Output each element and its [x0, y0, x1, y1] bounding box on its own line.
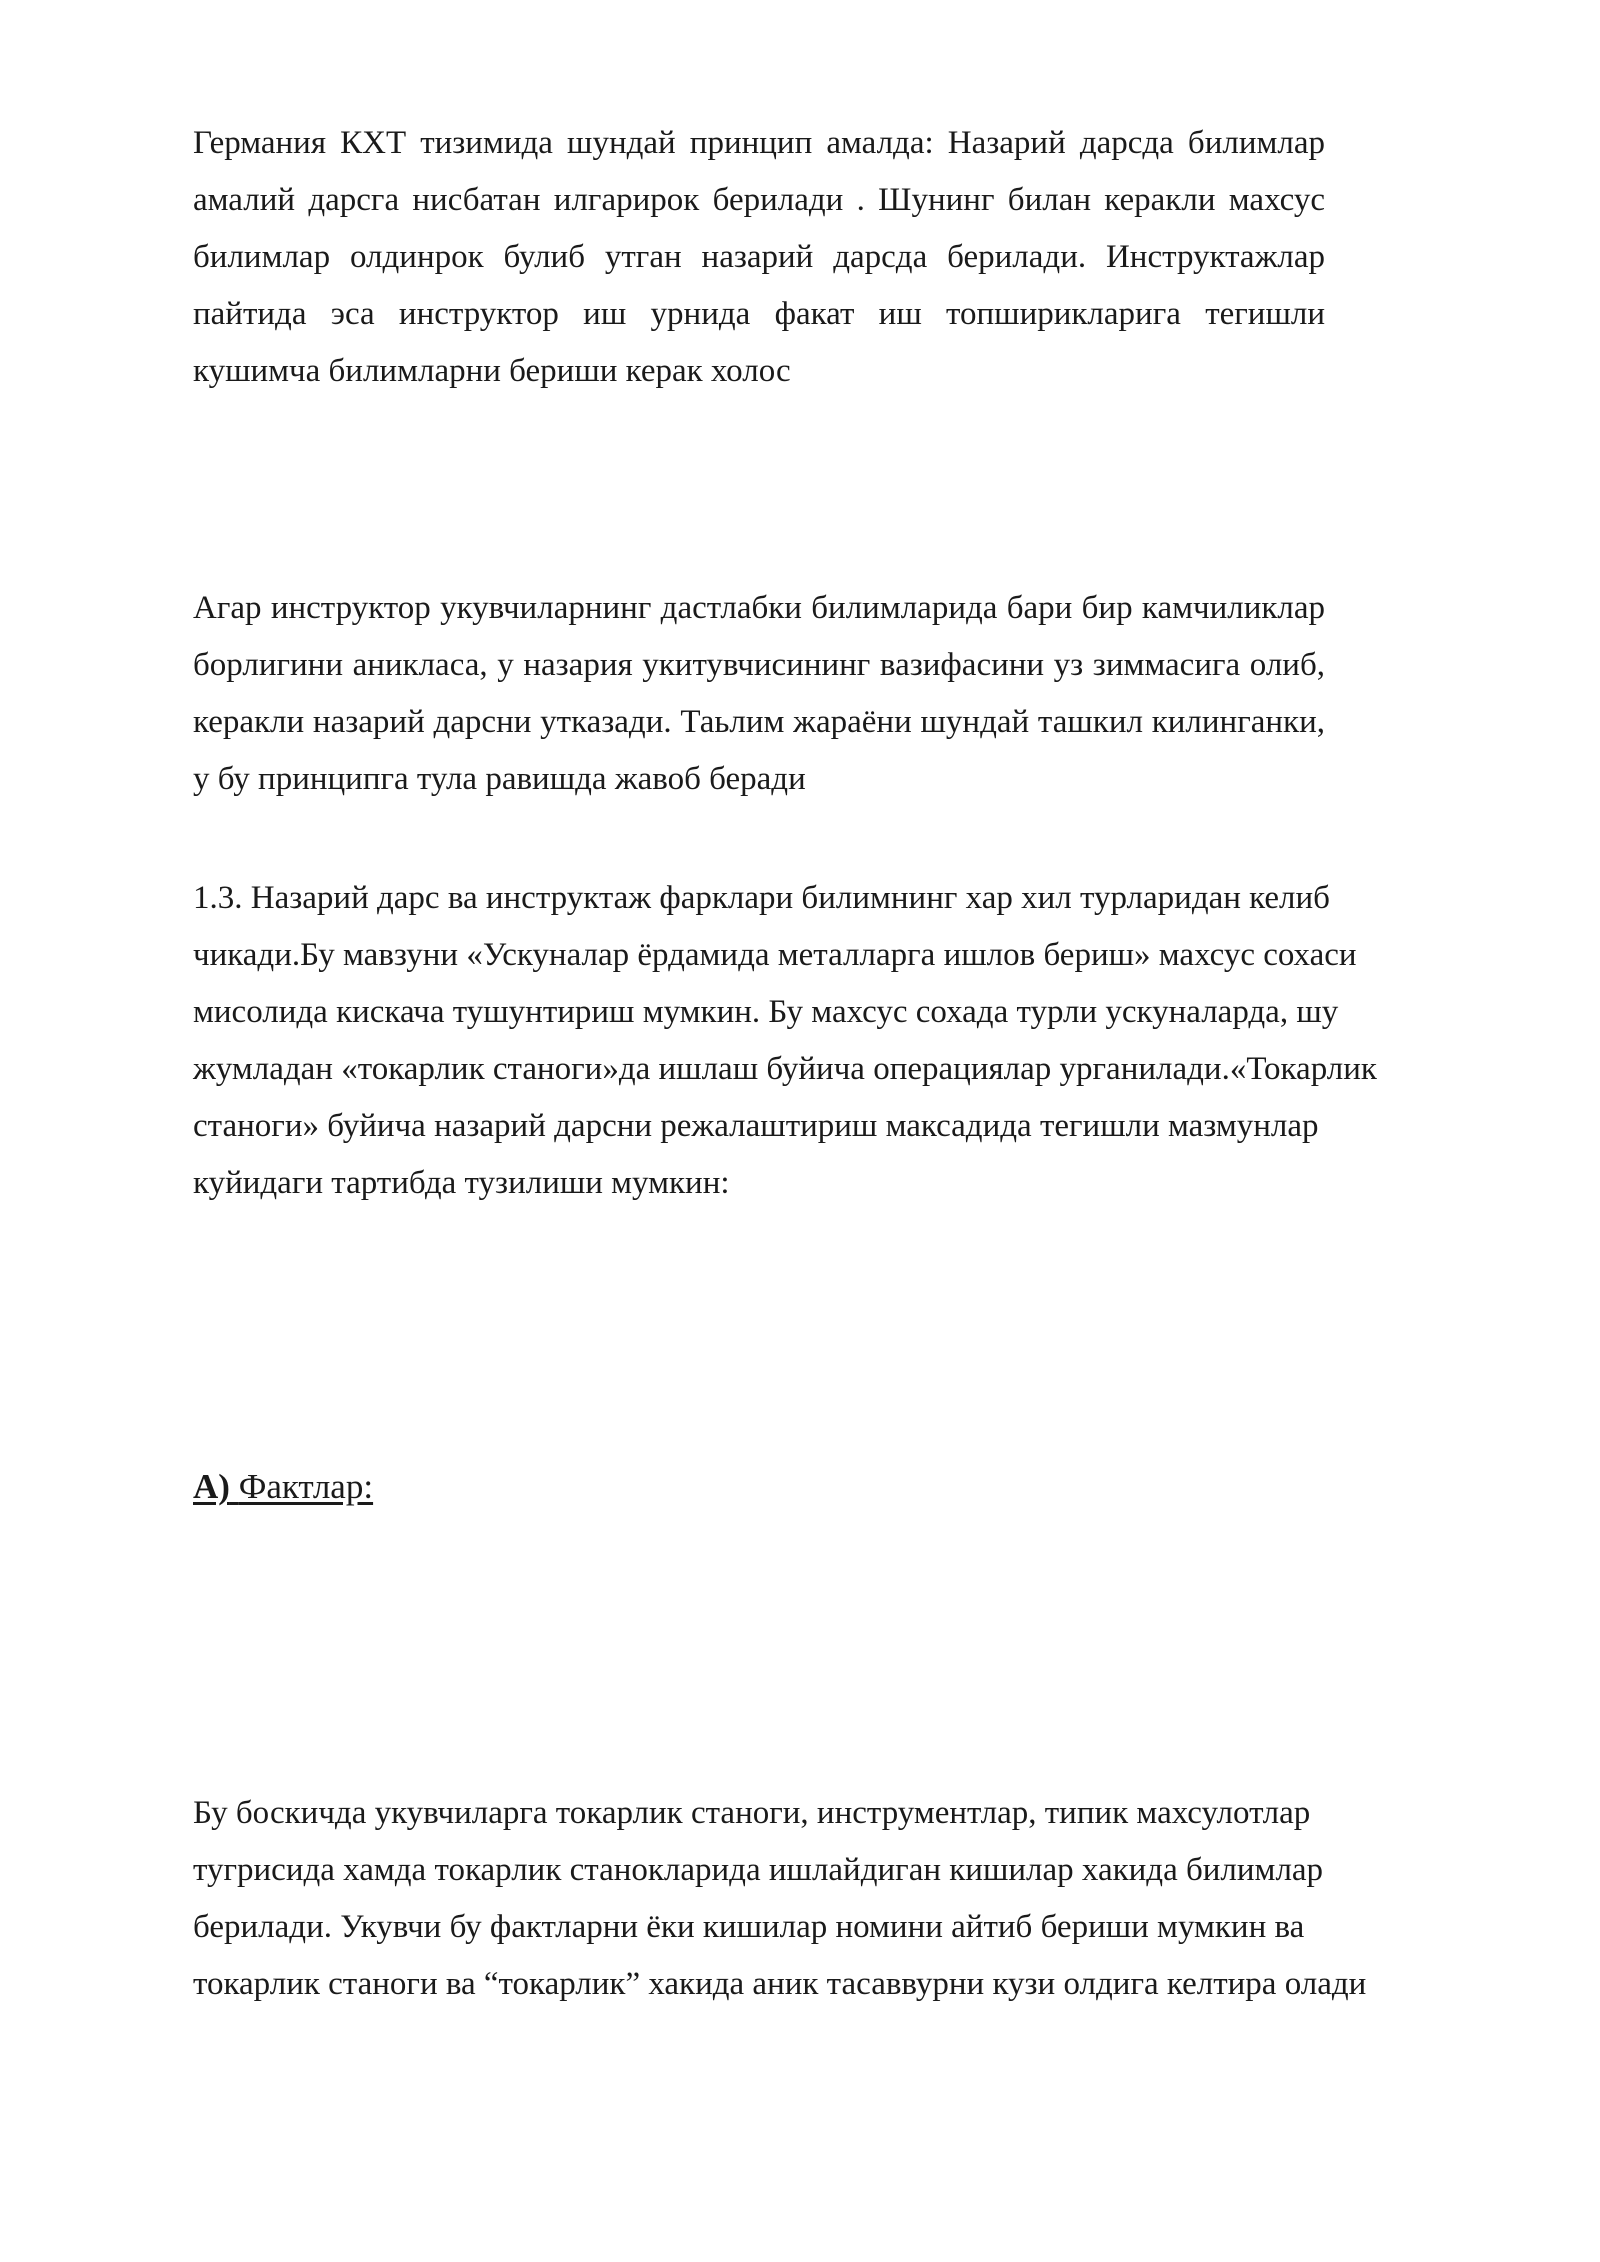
paragraph-instructor-role: Агар инструктор укувчиларнинг дастлабки билимларида бари бир камчиликлар борлигини аникласа, у назария укитувчисининг вазифасини уз зиммасига олиб, керакли назарий дарсни утказади. Таьлим жараёни шундай ташкил килинганки, у бу принципга тула равишда жавоб беради [193, 590, 1325, 797]
heading-title: Фактлар: [238, 1467, 374, 1506]
heading-marker: А) [193, 1467, 230, 1506]
paragraph-facts-description: Бу боскичда укувчиларга токарлик станоги, инструментлар, типик махсулотлар тугрисида хамда токарлик станокларида ишлайдиган кишилар хакида билимлар берилади. Укувчи бу фактларни ёки кишилар номини айтиб бериши мумкин ва токарлик станоги ва “токарлик” хакида аник тасаввурни кузи олдига келтира олади [193, 1795, 1367, 2002]
paragraph-section-1-3: 1.3. Назарий дарс ва инструктаж фарклари билимнинг хар хил турларидан келиб чикади.Бу мавзуни «Ускуналар ёрдамида металларга ишлов бериш» махсус сохаси мисолида кискача тушунтириш мумкин. Бу махсус сохада турли ускуналарда, шу жумладан «токарлик станоги»да ишлаш буйича операциялар урганилади.«Токарлик станоги» буйича назарий дарсни режалаштириш максадида тегишли мазмунлар куйидаги тартибда тузилиши мумкин: [193, 880, 1377, 1201]
paragraph-germany-system: Германия КХТ тизимида шундай принцип амалда: Назарий дарсда билимлар амалий дарсга нисбатан илгарирок берилади . Шунинг билан керакли махсус билимлар олдинрок булиб утган назарий дарсда берилади. Инструктажлар пайтида эса инструктор иш урнида факат иш топширикларига тегишли кушимча билимларни бериши керак холос [193, 125, 1325, 389]
section-heading-facts [193, 1462, 373, 1512]
